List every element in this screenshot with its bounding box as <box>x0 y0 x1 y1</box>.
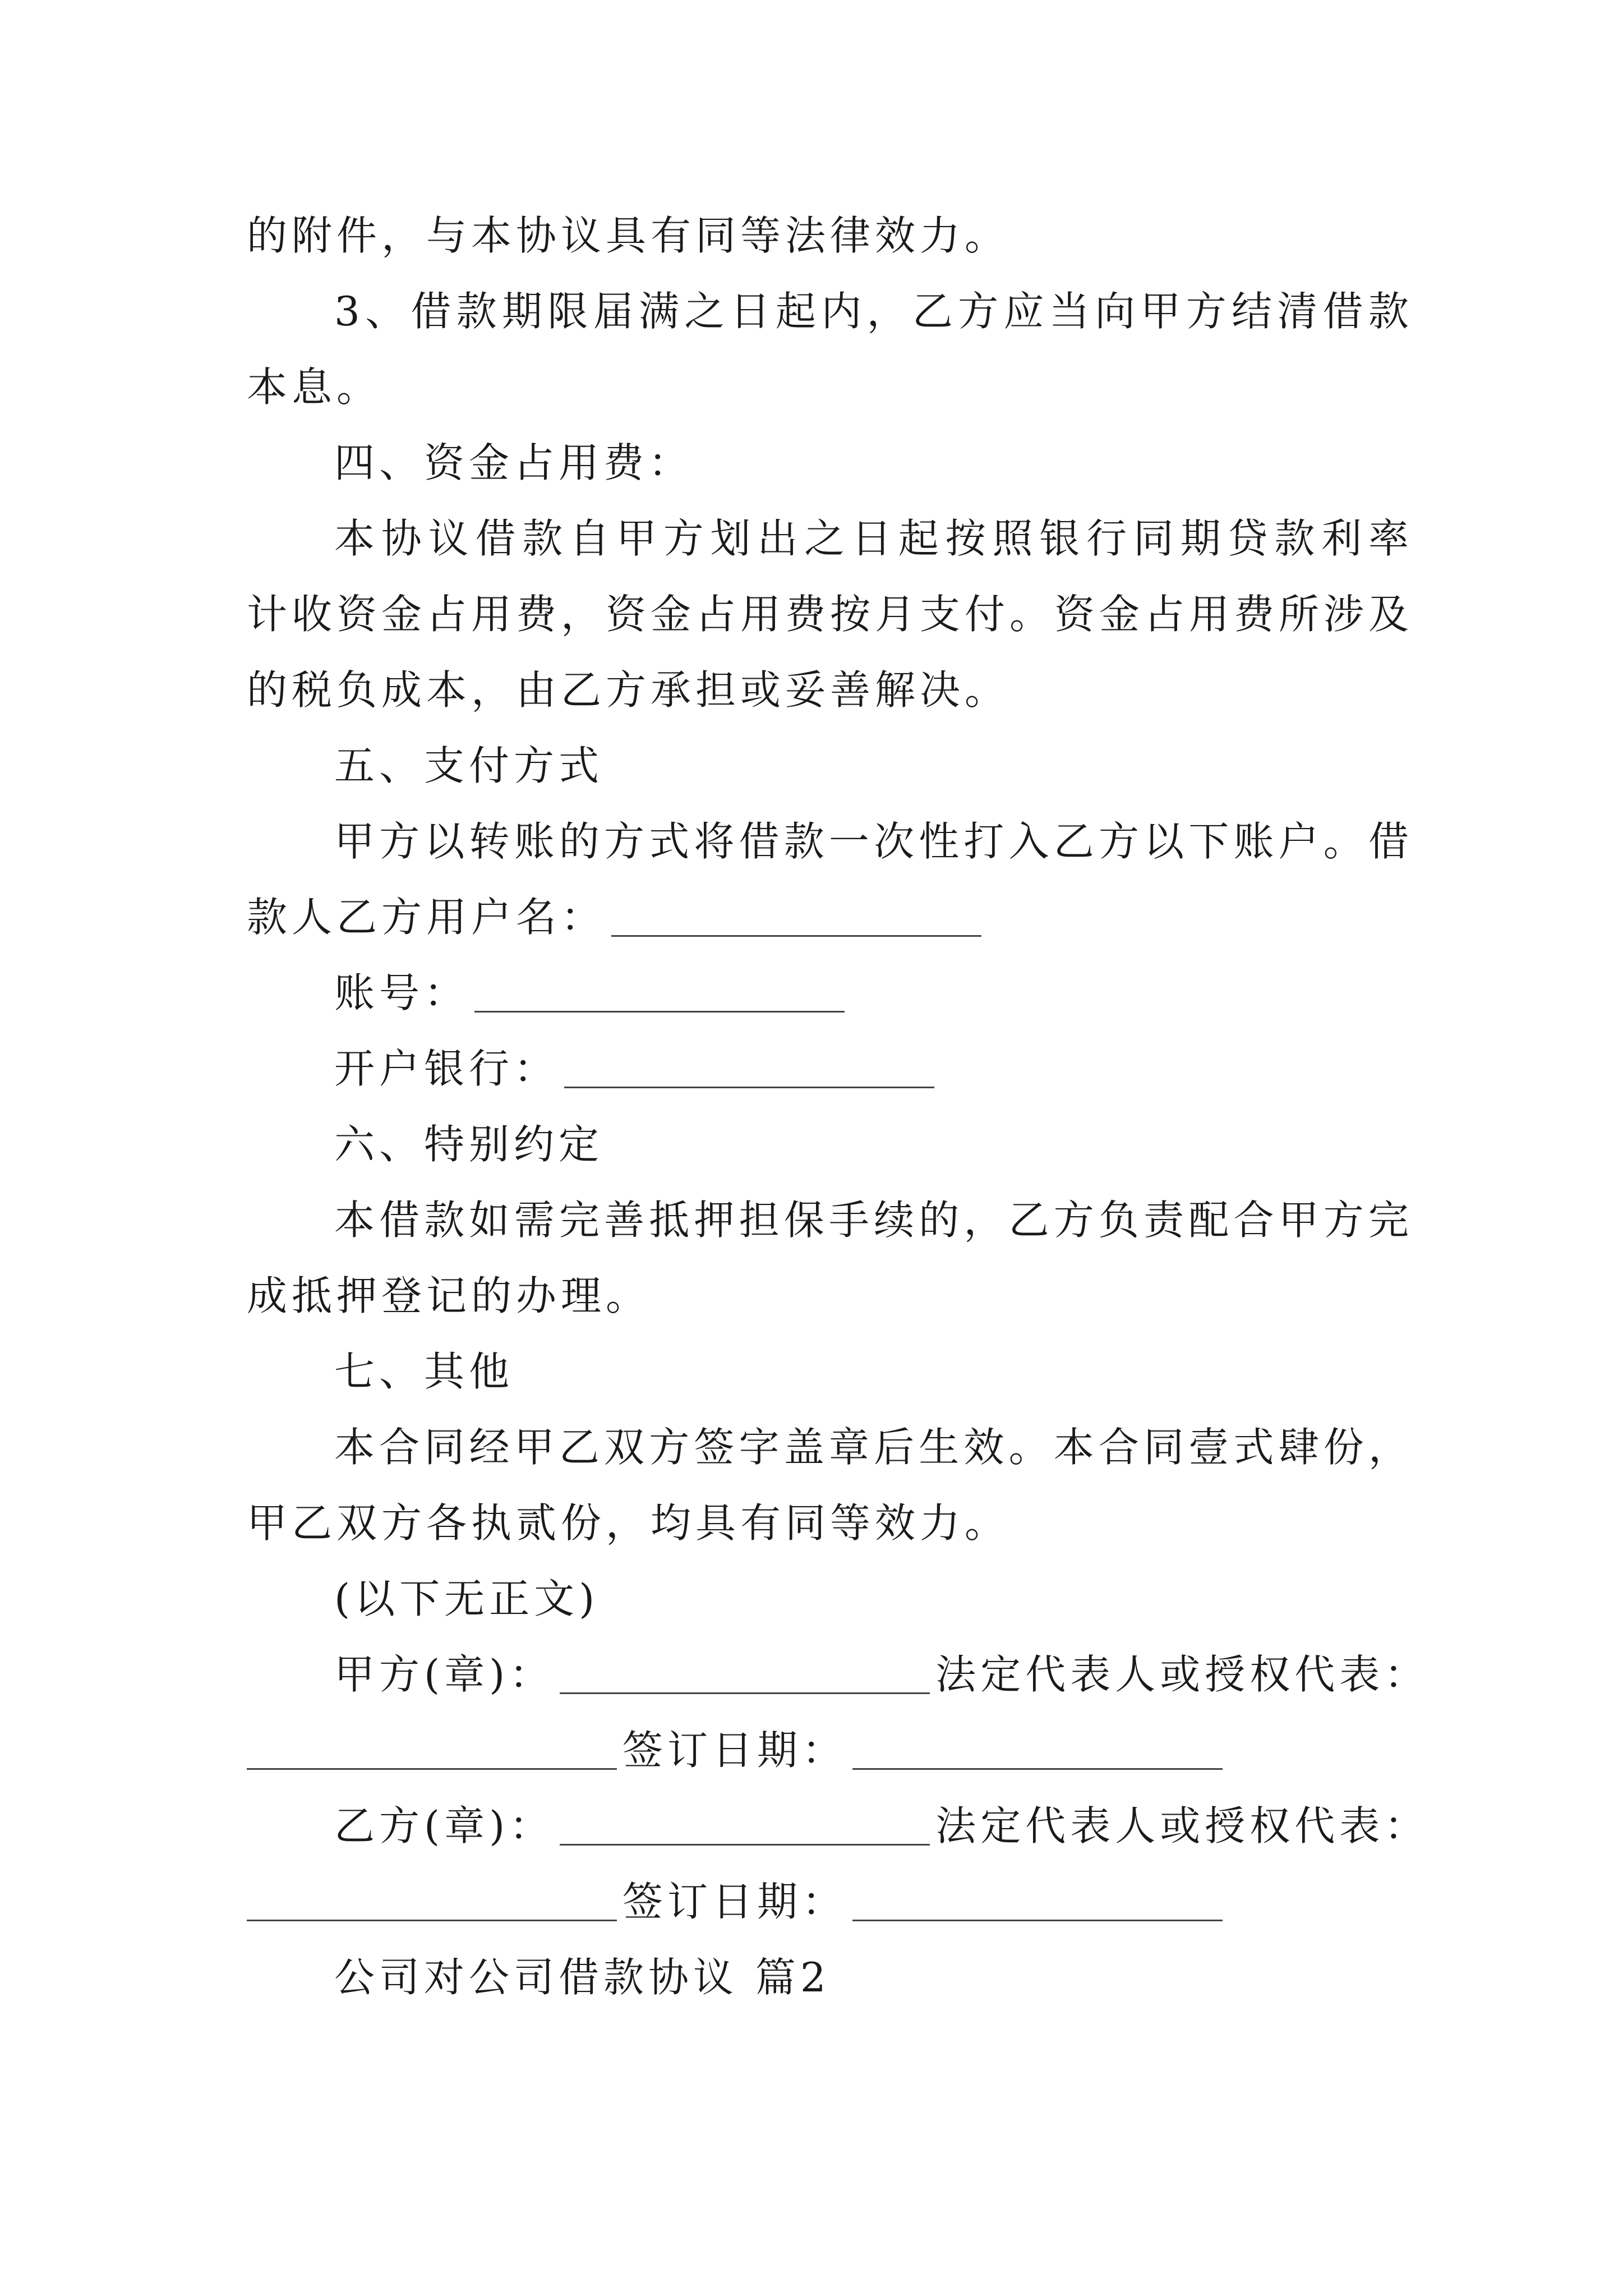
party-a-date-blank[interactable] <box>852 1734 1223 1770</box>
party-b-date-blank[interactable] <box>852 1886 1223 1921</box>
paragraph-line: 的附件，与本协议具有同等法律效力。 <box>247 212 1010 259</box>
paragraph-line: 本协议借款自甲方划出之日起按照银行同期贷款利率 <box>334 515 1413 562</box>
account-number-line <box>334 965 850 1021</box>
account-number-blank[interactable] <box>474 977 845 1013</box>
account-name-blank[interactable] <box>611 901 981 937</box>
party-a-seal-label: 甲方(章)： <box>334 1651 555 1698</box>
paragraph-line: 计收资金占用费，资金占用费按月支付。资金占用费所涉及 <box>247 591 1414 638</box>
party-a-representative-label: 法定代表人或授权代表： <box>935 1651 1430 1698</box>
paragraph-line: 3、借款期限届满之日起内，乙方应当向甲方结清借款 <box>334 288 1413 335</box>
bank-line <box>334 1041 940 1097</box>
section-heading: 五、支付方式 <box>334 742 604 789</box>
section-heading: 六、特别约定 <box>334 1121 604 1168</box>
paragraph-line: 本借款如需完善抵押担保手续的，乙方负责配合甲方完 <box>334 1197 1413 1244</box>
account-name-line <box>247 889 987 945</box>
section-heading: 四、资金占用费： <box>334 439 694 486</box>
section-heading: 七、其他 <box>334 1348 514 1395</box>
party-a-seal-blank[interactable] <box>560 1659 930 1694</box>
party-a-date-label: 签订日期： <box>623 1727 847 1774</box>
party-b-representative-blank[interactable] <box>247 1886 617 1921</box>
bank-label: 开户银行： <box>334 1045 559 1092</box>
party-b-seal-label: 乙方(章)： <box>334 1802 555 1849</box>
paragraph-line: 甲乙双方各执贰份，均具有同等效力。 <box>247 1499 1010 1547</box>
paragraph-line: 甲方以转账的方式将借款一次性打入乙方以下账户。借 <box>334 818 1413 865</box>
bank-blank[interactable] <box>564 1053 934 1088</box>
next-section-title: 公司对公司借款协议 篇2 <box>334 1954 831 2001</box>
party-a-representative-blank[interactable] <box>247 1734 617 1770</box>
paragraph-line: 的税负成本，由乙方承担或妥善解决。 <box>247 666 1010 714</box>
paragraph-line: 成抵押登记的办理。 <box>247 1272 651 1319</box>
party-b-date-line <box>247 1874 1228 1930</box>
party-b-signature-line <box>334 1798 1429 1854</box>
account-name-label: 款人乙方用户名： <box>247 894 606 941</box>
paragraph-line: 本合同经甲乙双方签字盖章后生效。本合同壹式肆份， <box>334 1424 1413 1471</box>
paragraph-line: (以下无正文) <box>334 1575 600 1622</box>
paragraph-line: 本息。 <box>247 364 382 411</box>
party-b-seal-blank[interactable] <box>560 1810 930 1846</box>
party-b-representative-label: 法定代表人或授权代表： <box>935 1802 1430 1849</box>
party-a-date-line <box>247 1722 1228 1778</box>
party-a-signature-line <box>334 1646 1429 1703</box>
account-number-label: 账号： <box>334 969 469 1016</box>
party-b-date-label: 签订日期： <box>623 1878 847 1925</box>
